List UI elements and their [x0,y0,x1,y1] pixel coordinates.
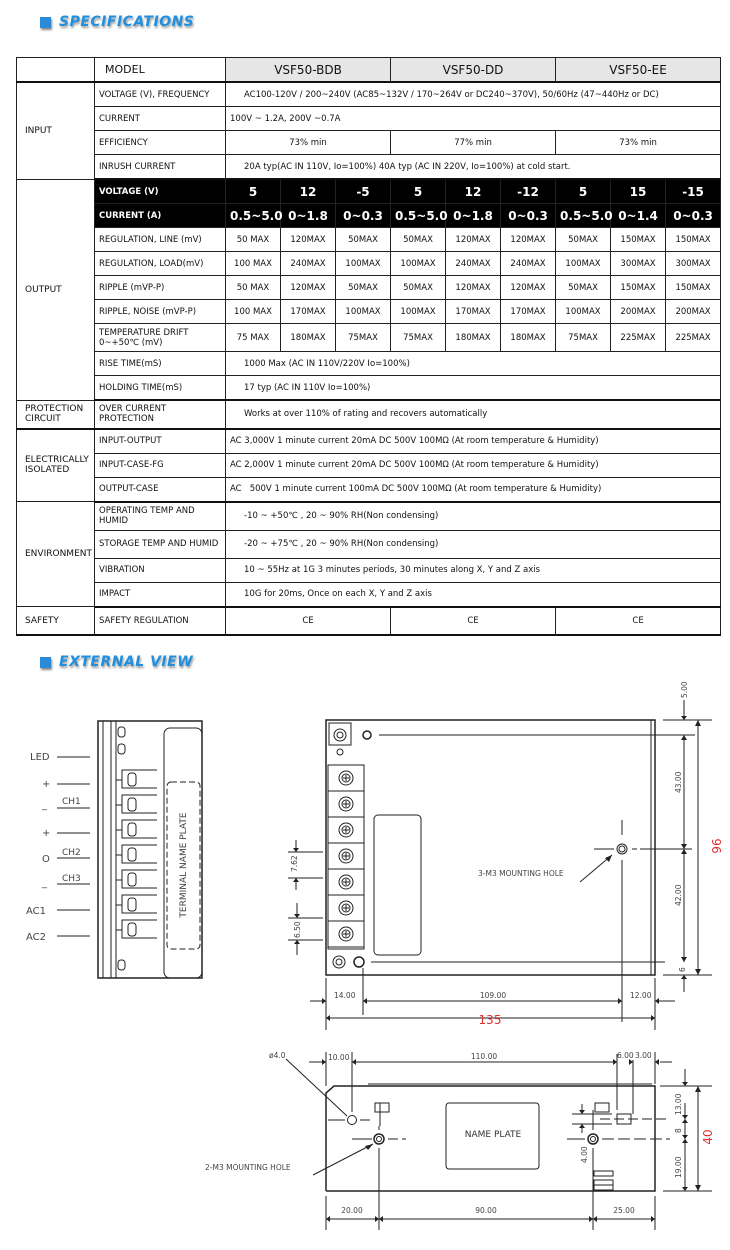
spec-cell: 200MAX [666,300,721,324]
model-name: VSF50-DD [391,58,556,83]
output-spec-row [17,300,721,324]
spec-cell: 150MAX [611,276,666,300]
current-cell: 0~1.4 [611,204,666,228]
spec-cell: 120MAX [446,276,501,300]
spec-cell: 100MAX [391,300,446,324]
spec-cell: 100MAX [336,252,391,276]
isolation-row [17,453,721,477]
row-value: 17 typ (AC IN 110V Io=100%) [226,376,721,401]
row-label: INPUT-CASE-FG [95,453,226,477]
row-value: Works at over 110% of rating and recovers automatically [226,400,721,429]
spec-cell: 50MAX [556,228,611,252]
spec-cell: 240MAX [446,252,501,276]
spec-cell: 150MAX [666,228,721,252]
spec-cell: 50MAX [391,228,446,252]
specifications-table [16,57,721,636]
led-indicator [118,744,125,754]
safety-category: SAFETY [17,607,95,636]
row-label: SAFETY REGULATION [95,607,226,636]
spec-cell: 100MAX [556,252,611,276]
row-label: HOLDING TIME(mS) [95,376,226,401]
dim-label: 10.00 [328,1053,350,1062]
row-label: IMPACT [95,582,226,607]
row-label: VOLTAGE (V) [95,179,226,204]
row-label: OVER CURRENT PROTECTION [95,400,226,429]
model-name: VSF50-EE [556,58,721,83]
spec-cell: 120MAX [281,228,336,252]
row-label: RIPPLE, NOISE (mVP-P) [95,300,226,324]
spec-cell: 50 MAX [226,228,281,252]
dim-label: 6 [678,967,687,972]
isolation-category: ELECTRICALLY ISOLATED [17,429,95,502]
spec-cell: 50MAX [336,276,391,300]
terminal-screw [128,798,136,811]
model-label: MODEL [95,58,226,83]
row-value: AC 3,000V 1 minute current 20mA DC 500V 100MΩ (At room temperature & Humidity) [226,429,721,454]
output-current-row [17,204,721,228]
row-label: EFFICIENCY [95,131,226,155]
pitch-dim: 7.62 [290,855,299,872]
terminal-label-plus: + [42,779,51,790]
safety-row [17,607,721,636]
voltage-cell: 5 [226,179,281,204]
specifications-heading [40,14,194,30]
spec-cell: 75 MAX [226,324,281,352]
row-value: 20A typ(AC IN 110V, Io=100%) 40A typ (AC IN 220V, Io=100%) at cold start. [226,155,721,180]
mounting-hole-label: 3-M3 MOUNTING HOLE [478,869,564,878]
terminal-screw [128,823,136,836]
input-category: INPUT [17,82,95,179]
spec-cell: 150MAX [611,228,666,252]
dim-label: 20.00 [341,1206,363,1215]
blue-square-icon [40,17,51,28]
row-value: CE [556,607,721,636]
row-value: 73% min [556,131,721,155]
mounting-hole-label: 2-M3 MOUNTING HOLE [205,1163,291,1172]
dim-label: 4.00 [580,1146,589,1163]
led-indicator [118,960,125,970]
spec-cell: 300MAX [611,252,666,276]
dim-label: 25.00 [613,1206,635,1215]
output-category: OUTPUT [17,179,95,400]
voltage-cell: 5 [391,179,446,204]
terminal-label-led: LED [30,752,50,763]
external-view-drawing [0,670,730,1250]
voltage-cell: -5 [336,179,391,204]
spec-cell: 75MAX [336,324,391,352]
spec-cell: 150MAX [666,276,721,300]
row-value: 10 ~ 55Hz at 1G 3 minutes periods, 30 minutes along X, Y and Z axis [226,558,721,582]
hole-diameter-label: ø4.0 [269,1051,286,1060]
row-value: 1000 Max (AC IN 110V/220V Io=100%) [226,352,721,376]
dim-label: 42.00 [674,884,683,906]
row-label: RISE TIME(mS) [95,352,226,376]
dim-label: 6.00 [617,1051,634,1060]
spec-cell: 300MAX [666,252,721,276]
input-efficiency-row [17,131,721,155]
row-label: TEMPERATURE DRIFT 0~+50℃ (mV) [95,324,226,352]
row-value: CE [226,607,391,636]
current-cell: 0.5~5.0 [226,204,281,228]
external-view-title: EXTERNAL VIEW [59,654,194,670]
dim-label: 5.00 [680,681,689,698]
row-label: OUTPUT-CASE [95,477,226,502]
dim-label: 43.00 [674,771,683,793]
spec-cell: 225MAX [611,324,666,352]
row-value: -20 ~ +75℃ , 20 ~ 90% RH(Non condensing) [226,530,721,558]
output-spec-row [17,252,721,276]
row-label: CURRENT (A) [95,204,226,228]
spec-cell: 75MAX [556,324,611,352]
spec-cell: 180MAX [281,324,336,352]
row-value: 77% min [391,131,556,155]
spec-cell: 225MAX [666,324,721,352]
spec-cell: 100 MAX [226,252,281,276]
external-view-heading [40,654,193,670]
current-cell: 0.5~5.0 [556,204,611,228]
environment-row [17,582,721,607]
dim-label: 8 [674,1128,683,1133]
spec-cell: 75MAX [391,324,446,352]
terminal-screw [128,848,136,861]
environment-row [17,502,721,531]
spec-cell: 120MAX [446,228,501,252]
specifications-title: SPECIFICATIONS [59,14,195,30]
environment-row [17,558,721,582]
spec-cell: 180MAX [501,324,556,352]
spec-cell: 170MAX [446,300,501,324]
isolation-row [17,429,721,454]
spec-cell: 240MAX [281,252,336,276]
row-value: 10G for 20ms, Once on each X, Y and Z axis [226,582,721,607]
terminal-screw [128,923,136,936]
current-cell: 0~0.3 [666,204,721,228]
terminal-name-plate-label: TERMINAL NAME PLATE [179,812,189,918]
voltage-cell: 12 [446,179,501,204]
terminal-label-common: O [42,854,50,865]
current-cell: 0~1.8 [281,204,336,228]
current-cell: 0~1.8 [446,204,501,228]
row-value: -10 ~ +50℃ , 20 ~ 90% RH(Non condensing) [226,502,721,531]
terminal-label-plus: + [42,828,51,839]
spec-cell: 50MAX [336,228,391,252]
voltage-cell: -12 [501,179,556,204]
spec-cell: 50MAX [391,276,446,300]
row-label: VIBRATION [95,558,226,582]
voltage-cell: -15 [666,179,721,204]
terminal-label-ch2: CH2 [62,848,81,858]
input-voltage-row [17,82,721,107]
environment-row [17,530,721,558]
current-cell: 0~0.3 [336,204,391,228]
spec-cell: 100MAX [556,300,611,324]
spec-cell: 200MAX [611,300,666,324]
terminal-labels [57,757,90,936]
corner-cell [17,58,95,83]
dim-label: 14.00 [334,991,356,1000]
terminal-label-ac1: AC1 [26,906,47,917]
spec-cell: 170MAX [281,300,336,324]
row-label: REGULATION, LOAD(mV) [95,252,226,276]
terminal-label-ac2: AC2 [26,932,47,943]
dim-label: 19.00 [674,1156,683,1178]
terminal-label-ch1: CH1 [62,797,81,807]
row-label: STORAGE TEMP AND HUMID [95,530,226,558]
output-spec-row [17,324,721,352]
row-label: OPERATING TEMP AND HUMID [95,502,226,531]
protection-category: PROTECTION CIRCUIT [17,400,95,429]
model-row [17,58,721,83]
spec-cell: 120MAX [501,228,556,252]
row-value: AC 500V 1 minute current 100mA DC 500V 100MΩ (At room temperature & Humidity) [226,477,721,502]
dim-label: 110.00 [470,1052,498,1061]
spec-cell: 50 MAX [226,276,281,300]
output-rise-row [17,352,721,376]
output-voltage-row [17,179,721,204]
spec-cell: 120MAX [501,276,556,300]
row-value: CE [391,607,556,636]
terminal-screw [128,773,136,786]
protection-row [17,400,721,429]
voltage-cell: 15 [611,179,666,204]
row-label: INRUSH CURRENT [95,155,226,180]
name-plate-label: NAME PLATE [464,1130,522,1140]
row-label: VOLTAGE (V), FREQUENCY [95,82,226,107]
height-total-dim: 40 [701,1129,715,1145]
current-cell: 0~0.3 [501,204,556,228]
dim-label: 3.00 [635,1051,652,1060]
output-spec-row [17,228,721,252]
isolation-row [17,477,721,502]
blue-square-icon [40,657,51,668]
terminal-label-minus: _ [42,800,47,811]
row-value: 100V ~ 1.2A, 200V ~0.7A [226,107,721,131]
row-value: 73% min [226,131,391,155]
spec-cell: 100MAX [336,300,391,324]
input-current-row [17,107,721,131]
model-name: VSF50-BDB [226,58,391,83]
spec-cell: 180MAX [446,324,501,352]
row-label: INPUT-OUTPUT [95,429,226,454]
spec-cell: 170MAX [501,300,556,324]
pitch-dim: 6.50 [293,921,302,938]
dim-label: 109.00 [479,991,507,1000]
row-label: RIPPLE (mVP-P) [95,276,226,300]
terminal-label-minus: _ [42,878,47,889]
terminal-front-view [98,721,202,978]
row-value: AC 2,000V 1 minute current 20mA DC 500V 100MΩ (At room temperature & Humidity) [226,453,721,477]
terminal-label-ch3: CH3 [62,874,81,884]
width-total-dim: 135 [478,1013,502,1027]
current-cell: 0.5~5.0 [391,204,446,228]
spec-cell: 240MAX [501,252,556,276]
dim-label: 90.00 [475,1206,497,1215]
row-label: CURRENT [95,107,226,131]
row-label: REGULATION, LINE (mV) [95,228,226,252]
voltage-cell: 5 [556,179,611,204]
side-view [205,1051,715,1230]
terminal-screw [128,898,136,911]
spec-cell: 120MAX [281,276,336,300]
dim-label: 13.00 [674,1093,683,1115]
spec-cell: 100MAX [391,252,446,276]
dim-label: 12.00 [630,991,652,1000]
led-indicator [118,727,125,737]
environment-category: ENVIRONMENT [17,502,95,607]
output-holding-row [17,376,721,401]
top-view [288,681,723,1030]
terminal-screw [128,873,136,886]
voltage-cell: 12 [281,179,336,204]
row-value: AC100-120V / 200~240V (AC85~132V / 170~264V or DC240~370V), 50/60Hz (47~440Hz or DC) [226,82,721,107]
spec-cell: 100 MAX [226,300,281,324]
spec-cell: 50MAX [556,276,611,300]
output-spec-row [17,276,721,300]
input-inrush-row [17,155,721,180]
height-total-dim: 96 [709,838,723,854]
